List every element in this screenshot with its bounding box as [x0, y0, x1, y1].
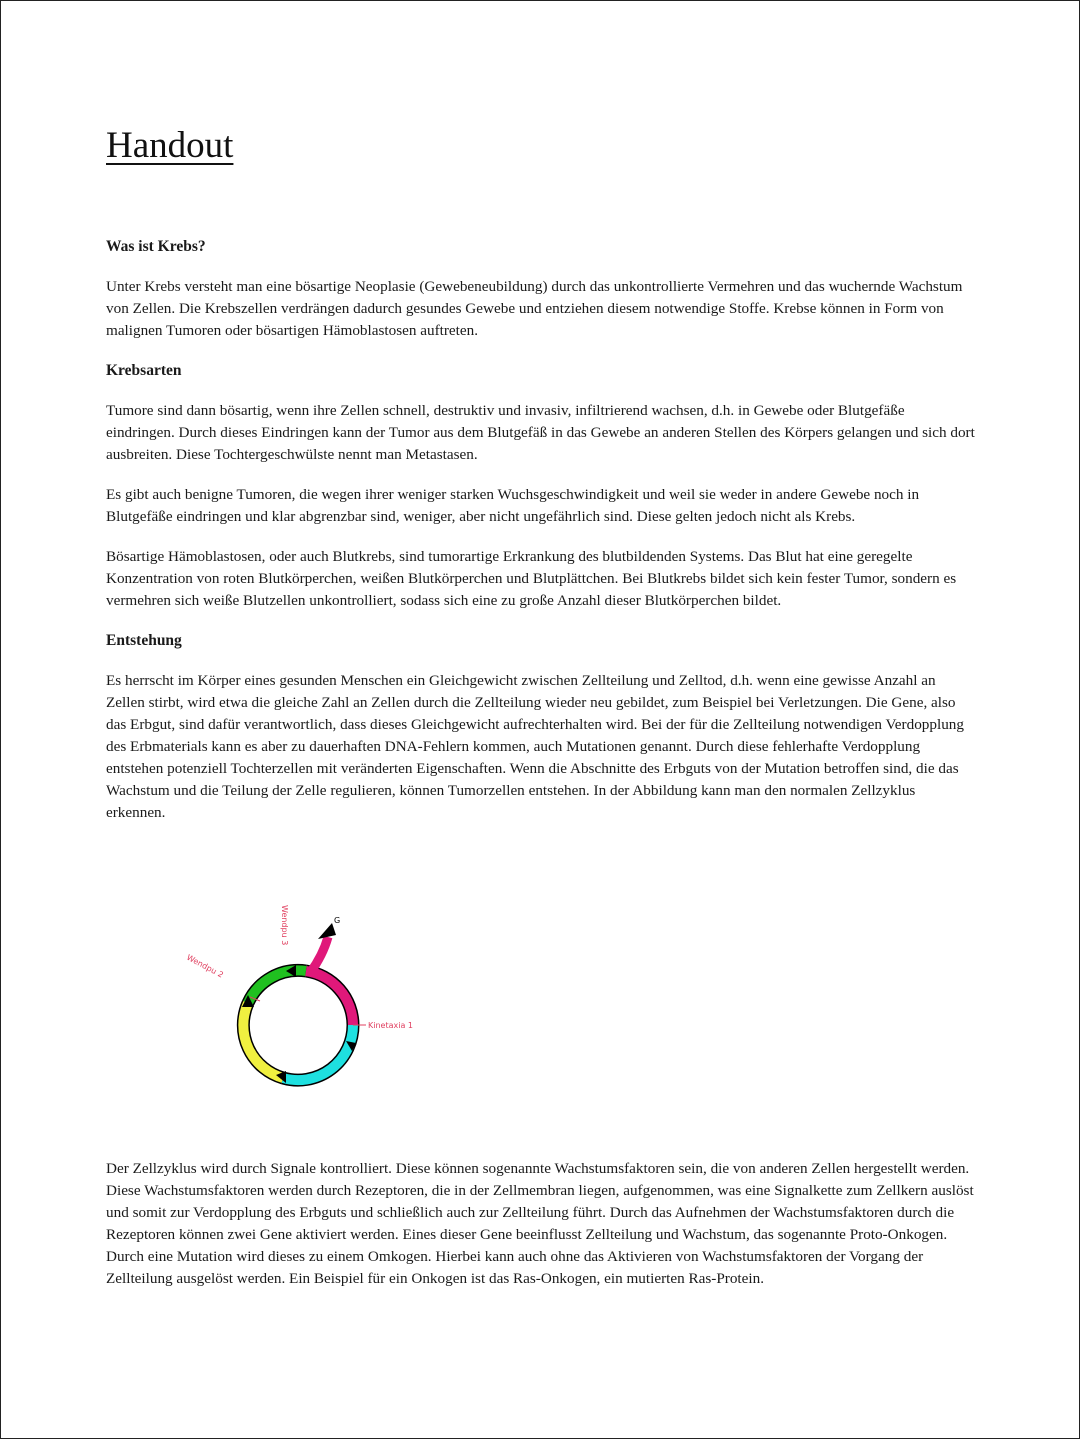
exit-arrow-shaft — [310, 937, 328, 973]
exit-arrow-head — [318, 923, 336, 939]
heading-was-ist-krebs: Was ist Krebs? — [106, 238, 206, 255]
paragraph-haemoblastosen: Bösartige Hämoblastosen, oder auch Blutkrebs, sind tumorartige Erkrankung des blutbildenden Systems. Das Blut hat eine geregelte Konzentration von roten Blutkörperchen, weißen Blutkörperchen und Blutplättchen. Bei Blutkrebs bildet sich kein fester Tumor, sondern es vermehren sich weiße Blutzellen unkontrolliert, sodass sich eine zu große Anzahl dieser Blutkörperchen bildet. — [106, 548, 957, 609]
cycle-phase-cyan — [283, 1025, 353, 1080]
document-body — [106, 236, 976, 824]
paragraph-definition: Unter Krebs versteht man eine bösartige Neoplasie (Gewebeneubildung) durch das unkontrollierte Vermehren und das wuchernde Wachstum von Zellen. Die Krebszellen verdrängen dadurch gesundes Gewebe und entziehen diesem notwendige Stoffe. Krebse können in Form von malignen Tumoren oder bösartigen Hämoblastosen auftreten. — [106, 278, 963, 339]
paragraph-benigne-tumore: Es gibt auch benigne Tumoren, die wegen ihrer weniger starken Wuchsgeschwindigkeit und weil sie weder in andere Gewebe noch in Blutgefäße eindringen und klar abgrenzbar sind, weniger, aber nicht ungefährlich sind. Diese gelten jedoch nicht als Krebs. — [106, 486, 920, 525]
label-checkpoint-2: Wendpu 2 — [185, 952, 225, 980]
label-checkpoint-3: Wendpu 3 — [280, 905, 289, 946]
heading-krebsarten: Krebsarten — [106, 362, 182, 379]
cycle-phase-yellow — [243, 1003, 283, 1078]
cell-cycle-figure — [168, 895, 428, 1095]
paragraph-boesartige-tumore: Tumore sind dann bösartig, wenn ihre Zellen schnell, destruktiv und invasiv, infiltrierend wachsen, d.h. in Gewebe oder Blutgefäße eindringen. Durch dieses Eindringen kann der Tumor aus dem Blutgefäß in das Gewebe an anderen Stellen des Körpers gelangen und sich dort ausbreiten. Diese Tochtergeschwülste nennt man Metastasen. — [106, 402, 975, 463]
document-body-continued — [106, 1158, 976, 1290]
paragraph-zellzyklus: Der Zellzyklus wird durch Signale kontrolliert. Diese können sogenannte Wachstumsfaktoren sein, die von anderen Zellen hergestellt werden. Diese Wachstumsfaktoren werden durch Rezeptoren, die in der Zellmembran liegen, aufgenommen, was eine Signalkette zum Zellkern auslöst und somit zur Verdopplung des Erbguts und schließlich auch zur Zellteilung führt. Durch das Aufnehmen der Wachstumsfaktoren durch die Rezeptoren können zwei Gene aktiviert werden. Eines dieser Gene beeinflusst Zellteilung und Wachstum, das sogenannte Proto-Onkogen. Durch eine Mutation wird dieses zu einem Omkogen. Hierbei kann auch ohne das Aktivieren von Wachstumsfaktoren der Vorgang der Zellteilung ausgelöst werden. Ein Beispiel für ein Onkogen ist das Ras-Onkogen, ein mutierten Ras-Protein. — [106, 1160, 974, 1287]
cell-cycle-diagram — [168, 895, 428, 1095]
label-checkpoint-1: Kinetaxia 1 — [368, 1021, 413, 1030]
page-title: Handout — [106, 125, 234, 166]
heading-entstehung: Entstehung — [106, 632, 182, 649]
label-exit: G — [334, 916, 341, 925]
paragraph-entstehung: Es herrscht im Körper eines gesunden Menschen ein Gleichgewicht zwischen Zellteilung und Zelltod, d.h. wenn eine gewisse Anzahl an Zellen stirbt, wird etwa die gleiche Zahl an Zellen durch die Zellteilung wieder neu gebildet, zum Beispiel bei Verletzungen. Die Gene, also das Erbgut, sind dafür verantwortlich, dass dieses Gleichgewicht aufrechterhalten wird. Bei der für die Zellteilung notwendigen Verdopplung des Erbmaterials kann es aber zu dauerhaften DNA-Fehlern kommen, auch Mutationen genannt. Durch diese fehlerhafte Verdopplung entstehen potenziell Tochterzellen mit veränderten Eigenschaften. Wenn die Abschnitte des Erbguts von der Mutation betroffen sind, die das Wachstum und die Teilung der Zelle regulieren, können Tumorzellen entstehen. In der Abbildung kann man den normalen Zellzyklus erkennen. — [106, 672, 964, 821]
